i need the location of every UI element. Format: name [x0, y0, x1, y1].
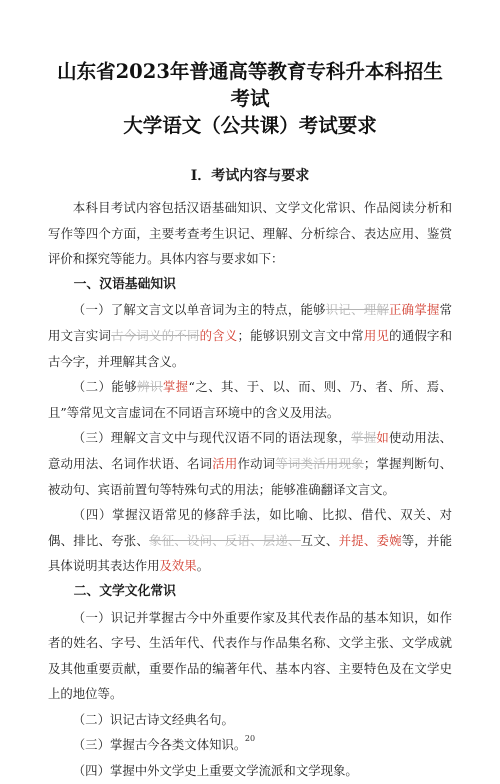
part2-paragraph-1: （一）识记并掌握古今中外重要作家及其代表作品的基本知识，如作者的姓名、字号、生活年代、代表作与作品集名称、文学主张、文学成就及其他重要贡献，重要作品的编著年代、基本内容、主要特色及在文学史上的地位等。 — [48, 609, 452, 702]
document-title — [48, 58, 452, 139]
title-line-1: 山东省2023年普通高等教育专科升本科招生考试 — [57, 60, 443, 110]
part1-paragraph-2 — [48, 374, 452, 425]
title-line-2: 大学语文（公共课）考试要求 — [123, 114, 377, 137]
text-run: 作动词 — [237, 455, 276, 471]
deleted-text: 象征、设问、反语、层递、 — [149, 532, 301, 548]
part2-paragraph-2: （二）识记古诗文经典名句。 — [72, 711, 234, 727]
text-run: 。 — [196, 558, 210, 574]
text-run: 互文、 — [300, 532, 339, 548]
part2-paragraph-3: （三）掌握古今各类文体知识。 — [72, 737, 247, 753]
inserted-text: 活用 — [212, 455, 238, 471]
deleted-text: 掌握 — [351, 430, 377, 446]
inserted-text: 掌握 — [162, 379, 189, 395]
inserted-text: 如 — [376, 430, 390, 446]
part1-heading: 一、汉语基础知识 — [73, 276, 176, 292]
deleted-text: 辨识 — [137, 379, 163, 395]
inserted-text: 的含义 — [199, 327, 238, 343]
document-page — [0, 58, 500, 779]
part1-paragraph-1 — [48, 297, 452, 374]
text-run: （二）能够 — [72, 379, 138, 395]
part1-paragraph-3 — [48, 425, 452, 502]
text-run: 的通假字和古今字，并理解其含义。 — [48, 327, 453, 369]
deleted-text: 等词类活用现象 — [275, 455, 364, 471]
text-run: （三）理解文言文中与现代汉语不同的语法现象， — [72, 430, 352, 446]
deleted-text: 识记、理解 — [325, 302, 390, 318]
text-run: “之、其、于、以、而、则、乃、者、所、焉、且”等常见文言虚词在不同语言环境中的含义及用法。 — [48, 379, 453, 420]
part1-paragraph-4 — [48, 502, 452, 579]
intro-paragraph: 本科目考试内容包括汉语基础知识、文学文化常识、作品阅读分析和写作等四个方面，主要考查考生识记、理解、分析综合、表达应用、鉴赏评价和探究等能力。具体内容与要求如下： — [48, 200, 452, 267]
text-run: ；能够识别文言文中常 — [237, 327, 364, 343]
inserted-text: 并提、委婉 — [338, 532, 402, 548]
text-run: 等，并能具体说明其表达作用 — [48, 532, 453, 574]
page-number: 20 — [244, 734, 256, 743]
section-heading: I．考试内容与要求 — [190, 168, 310, 184]
text-run: （四）掌握汉语常见的修辞手法，如比喻、比拟、借代、双关、对偶、排比、夸张、 — [48, 507, 452, 548]
inserted-text: 用见 — [363, 327, 390, 343]
text-run: 常用文言实词 — [48, 302, 453, 343]
inserted-text: 及效果 — [159, 558, 197, 574]
text-run: （一）了解文言文以单音词为主的特点，能够 — [72, 302, 326, 318]
text-run: 使动用法、意动用法、名词作状语、名词 — [48, 430, 453, 471]
text-run: ；掌握判断句、被动句、宾语前置句等特殊句式的用法；能够准确翻译文言文。 — [48, 455, 453, 497]
inserted-text: 正确掌握 — [389, 302, 440, 318]
deleted-text: 古今词义的不同 — [111, 327, 200, 343]
part2-heading: 二、文学文化常识 — [73, 583, 176, 599]
part2-paragraph-4: （四）掌握中外文学史上重要文学流派和文学现象。 — [72, 763, 358, 779]
